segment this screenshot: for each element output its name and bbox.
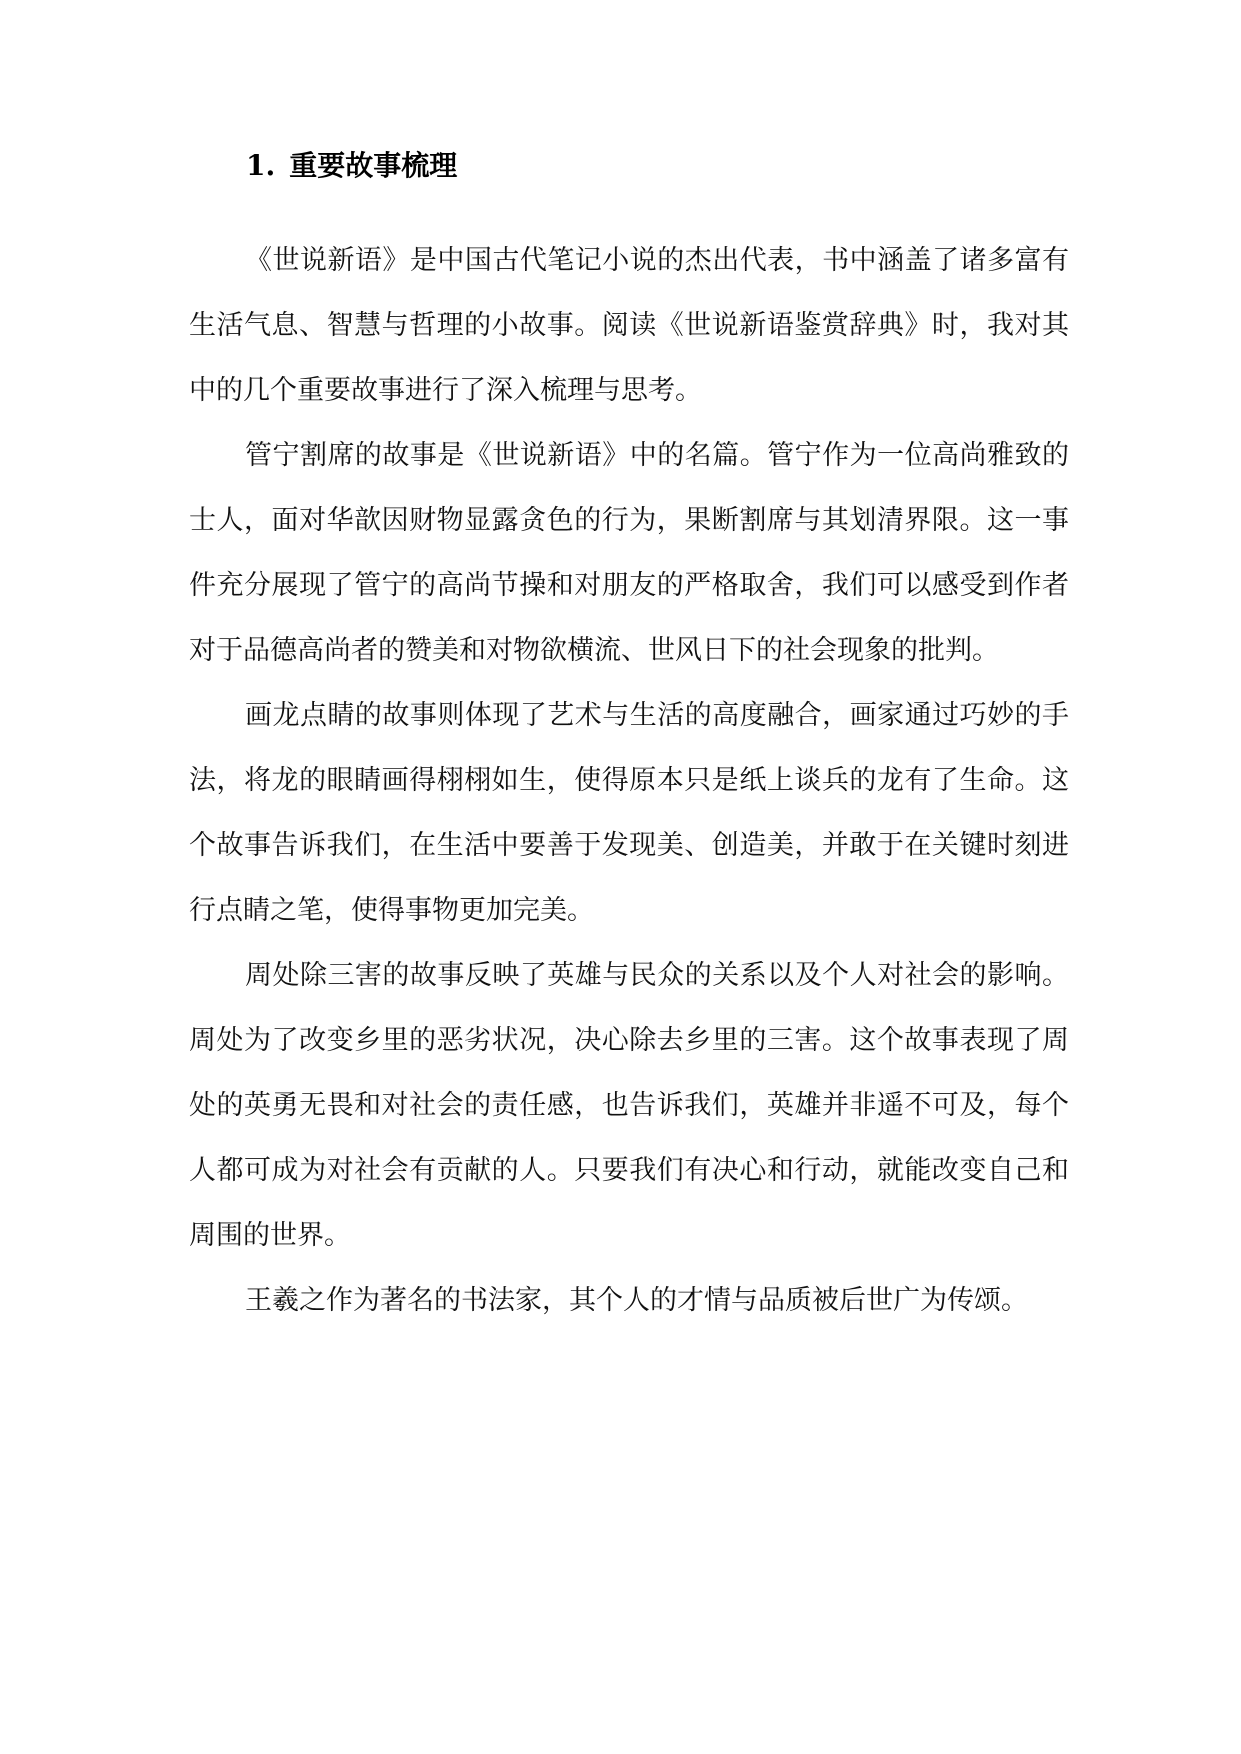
paragraph-guan-ning: 管宁割席的故事是《世说新语》中的名篇。管宁作为一位高尚雅致的士人，面对华歆因财物显露贪色的行为，果断割席与其划清界限。这一事件充分展现了管宁的高尚节操和对朋友的严格取舍，我们可以感受到作者对于品德高尚者的赞美和对物欲横流、世风日下的社会现象的批判。 [189, 440, 1069, 666]
paragraph-wang-xizhi: 王羲之作为著名的书法家，其个人的才情与品质被后世广为传颂。 [245, 1285, 1028, 1316]
paragraph-dragon-eyes: 画龙点睛的故事则体现了艺术与生活的高度融合，画家通过巧妙的手法，将龙的眼睛画得栩栩如生，使得原本只是纸上谈兵的龙有了生命。这个故事告诉我们，在生活中要善于发现美、创造美，并敢于在关键时刻进行点睛之笔，使得事物更加完美。 [189, 700, 1069, 926]
section-title: 重要故事梳理 [289, 149, 458, 182]
paragraph-intro: 《世说新语》是中国古代笔记小说的杰出代表，书中涵盖了诸多富有生活气息、智慧与哲理的小故事。阅读《世说新语鉴赏辞典》时，我对其中的几个重要故事进行了深入梳理与思考。 [189, 245, 1069, 406]
section-heading [246, 148, 457, 184]
section-number: 1. [246, 149, 276, 182]
paragraph-zhou-chu: 周处除三害的故事反映了英雄与民众的关系以及个人对社会的影响。周处为了改变乡里的恶劣状况，决心除去乡里的三害。这个故事表现了周处的英勇无畏和对社会的责任感，也告诉我们，英雄并非遥不可及，每个人都可成为对社会有贡献的人。只要我们有决心和行动，就能改变自己和周围的世界。 [189, 960, 1069, 1251]
body-text [189, 228, 1069, 1333]
